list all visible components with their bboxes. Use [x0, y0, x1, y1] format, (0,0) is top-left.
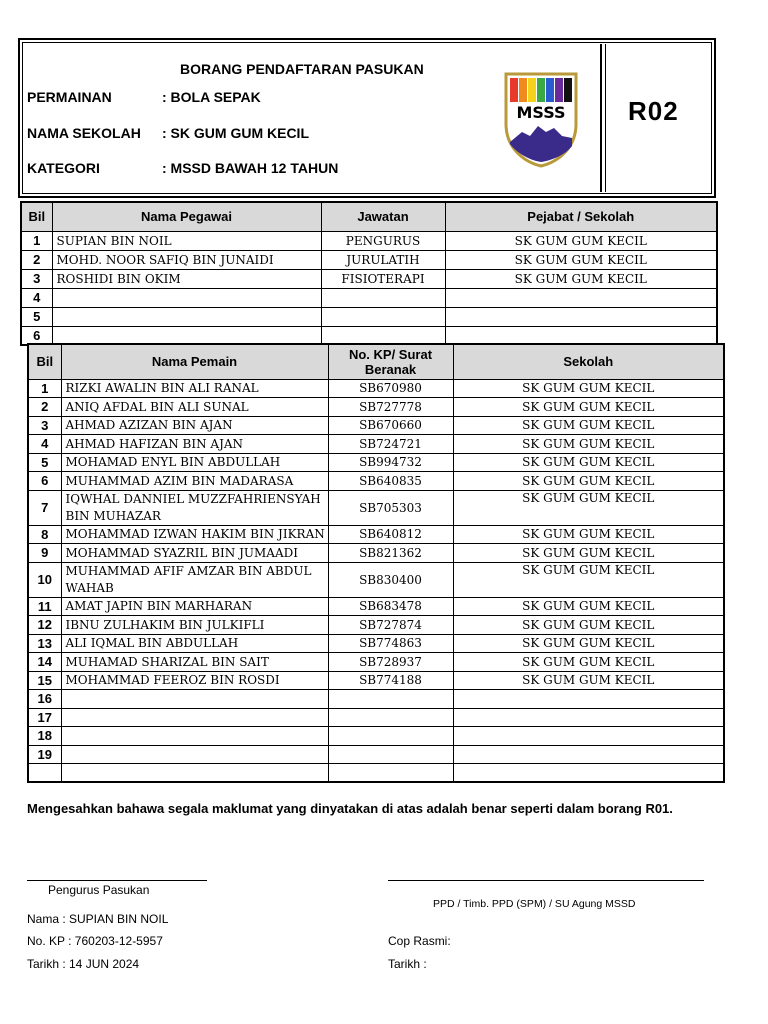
table-row — [28, 453, 724, 472]
cell-pejabat-sekolah — [445, 307, 717, 326]
table-row — [28, 398, 724, 417]
table-row — [28, 727, 724, 746]
cell-sekolah — [453, 764, 724, 783]
signature-role-right: PPD / Timb. PPD (SPM) / SU Agung MSSD — [433, 898, 636, 910]
cell-bil: 6 — [21, 326, 52, 345]
col-jawatan: Jawatan — [321, 202, 445, 231]
cell-bil: 9 — [28, 544, 61, 563]
logo-text: MSSS — [516, 103, 566, 122]
table-row — [28, 616, 724, 635]
msss-logo-icon — [502, 72, 580, 168]
cell-no-kp: SB670980 — [328, 379, 453, 398]
cell-nama-pegawai: ROSHIDI BIN OKIM — [52, 269, 321, 288]
cell-bil: 19 — [28, 745, 61, 764]
cell-sekolah — [453, 745, 724, 764]
cell-nama-pemain: ALI IQMAL BIN ABDULLAH — [61, 634, 328, 653]
cell-no-kp — [328, 690, 453, 709]
cell-jawatan — [321, 288, 445, 307]
cell-no-kp: SB670660 — [328, 416, 453, 435]
col-no-kp: No. KP/ Surat Beranak — [328, 344, 453, 379]
cell-bil: 16 — [28, 690, 61, 709]
table-row — [28, 764, 724, 783]
label-kategori: KATEGORI — [27, 160, 100, 176]
cell-jawatan: FISIOTERAPI — [321, 269, 445, 288]
table-row — [28, 562, 724, 597]
cell-sekolah: SK GUM GUM KECIL — [453, 562, 724, 597]
label-permainan: PERMAINAN — [27, 89, 112, 105]
signature-tarikh-left: Tarikh : 14 JUN 2024 — [27, 957, 140, 971]
cell-sekolah — [453, 727, 724, 746]
cell-sekolah: SK GUM GUM KECIL — [453, 525, 724, 544]
cell-bil: 2 — [28, 398, 61, 417]
cell-nama-pemain: AMAT JAPIN BIN MARHARAN — [61, 597, 328, 616]
col-sekolah: Sekolah — [453, 344, 724, 379]
cell-bil: 3 — [21, 269, 52, 288]
cell-sekolah: SK GUM GUM KECIL — [453, 435, 724, 454]
cell-jawatan — [321, 307, 445, 326]
cell-no-kp: SB994732 — [328, 453, 453, 472]
cell-no-kp: SB705303 — [328, 490, 453, 525]
value-permainan: : BOLA SEPAK — [162, 89, 261, 105]
cell-bil: 7 — [28, 490, 61, 525]
cell-sekolah: SK GUM GUM KECIL — [453, 472, 724, 491]
form-code: R02 — [628, 96, 679, 126]
signature-role-left: Pengurus Pasukan — [48, 883, 150, 897]
cell-bil: 17 — [28, 708, 61, 727]
cell-sekolah: SK GUM GUM KECIL — [453, 379, 724, 398]
cell-jawatan: JURULATIH — [321, 250, 445, 269]
cell-pejabat-sekolah: SK GUM GUM KECIL — [445, 231, 717, 250]
cell-bil: 4 — [28, 435, 61, 454]
cell-nama-pegawai: MOHD. NOOR SAFIQ BIN JUNAIDI — [52, 250, 321, 269]
cell-sekolah: SK GUM GUM KECIL — [453, 634, 724, 653]
cell-pejabat-sekolah: SK GUM GUM KECIL — [445, 250, 717, 269]
cell-bil: 8 — [28, 525, 61, 544]
table-row — [28, 745, 724, 764]
header-divider-thin — [605, 44, 606, 192]
header-divider — [600, 44, 602, 192]
cell-bil: 5 — [28, 453, 61, 472]
cell-nama-pegawai: SUPIAN BIN NOIL — [52, 231, 321, 250]
cell-nama-pemain — [61, 690, 328, 709]
cell-bil: 13 — [28, 634, 61, 653]
cell-nama-pemain: MOHAMMAD IZWAN HAKIM BIN JIKRAN — [61, 525, 328, 544]
cell-bil: 6 — [28, 472, 61, 491]
col-bil: Bil — [21, 202, 52, 231]
signature-no-kp: No. KP : 760203-12-5957 — [27, 934, 163, 948]
table-row — [28, 472, 724, 491]
cell-no-kp — [328, 764, 453, 783]
cell-no-kp: SB830400 — [328, 562, 453, 597]
cell-no-kp: SB640835 — [328, 472, 453, 491]
signature-line-left — [27, 880, 207, 881]
col-nama-pegawai: Nama Pegawai — [52, 202, 321, 231]
cell-bil: 18 — [28, 727, 61, 746]
cell-nama-pemain: AHMAD AZIZAN BIN AJAN — [61, 416, 328, 435]
cell-bil: 15 — [28, 671, 61, 690]
col-bil: Bil — [28, 344, 61, 379]
cell-no-kp: SB727874 — [328, 616, 453, 635]
player-table-body — [28, 379, 724, 782]
player-table — [27, 343, 725, 783]
staff-header-row — [21, 202, 717, 231]
table-row — [28, 597, 724, 616]
table-row — [28, 525, 724, 544]
cell-no-kp — [328, 708, 453, 727]
cell-sekolah: SK GUM GUM KECIL — [453, 597, 724, 616]
cell-nama-pemain: IBNU ZULHAKIM BIN JULKIFLI — [61, 616, 328, 635]
cell-no-kp: SB727778 — [328, 398, 453, 417]
cell-bil: 12 — [28, 616, 61, 635]
cell-bil: 5 — [21, 307, 52, 326]
table-row — [28, 416, 724, 435]
table-row — [28, 435, 724, 454]
table-row — [21, 269, 717, 288]
cell-bil: 3 — [28, 416, 61, 435]
cell-no-kp — [328, 745, 453, 764]
cell-nama-pemain: MOHAMAD ENYL BIN ABDULLAH — [61, 453, 328, 472]
cell-sekolah: SK GUM GUM KECIL — [453, 544, 724, 563]
cell-no-kp: SB774188 — [328, 671, 453, 690]
cell-no-kp: SB724721 — [328, 435, 453, 454]
label-nama-sekolah: NAMA SEKOLAH — [27, 125, 141, 141]
cell-sekolah: SK GUM GUM KECIL — [453, 453, 724, 472]
cell-nama-pemain — [61, 764, 328, 783]
cell-bil — [28, 764, 61, 783]
cell-nama-pemain: MUHAMMAD AZIM BIN MADARASA — [61, 472, 328, 491]
value-nama-sekolah: : SK GUM GUM KECIL — [162, 125, 309, 141]
value-kategori: : MSSD BAWAH 12 TAHUN — [162, 160, 339, 176]
cell-nama-pemain: ANIQ AFDAL BIN ALI SUNAL — [61, 398, 328, 417]
declaration-statement: Mengesahkan bahawa segala maklumat yang dinyatakan di atas adalah benar seperti dalam borang R01. — [27, 801, 673, 816]
cell-pejabat-sekolah — [445, 288, 717, 307]
table-row — [28, 634, 724, 653]
cell-sekolah: SK GUM GUM KECIL — [453, 490, 724, 525]
cell-nama-pemain: MUHAMMAD AFIF AMZAR BIN ABDUL WAHAB — [61, 562, 328, 597]
form-title: BORANG PENDAFTARAN PASUKAN — [180, 61, 424, 77]
player-header-row — [28, 344, 724, 379]
cell-bil: 2 — [21, 250, 52, 269]
table-row — [28, 379, 724, 398]
table-row — [28, 690, 724, 709]
cell-nama-pegawai — [52, 288, 321, 307]
cell-bil: 1 — [21, 231, 52, 250]
staff-table — [20, 201, 718, 346]
staff-table-body — [21, 231, 717, 345]
cell-nama-pemain: MUHAMAD SHARIZAL BIN SAIT — [61, 653, 328, 672]
table-row — [28, 544, 724, 563]
cell-sekolah — [453, 708, 724, 727]
cell-sekolah: SK GUM GUM KECIL — [453, 671, 724, 690]
cell-no-kp: SB640812 — [328, 525, 453, 544]
signature-cop-rasmi: Cop Rasmi: — [388, 934, 451, 948]
cell-no-kp: SB774863 — [328, 634, 453, 653]
cell-bil: 10 — [28, 562, 61, 597]
cell-nama-pemain: IQWHAL DANNIEL MUZZFAHRIENSYAH BIN MUHAZAR — [61, 490, 328, 525]
table-row — [28, 490, 724, 525]
cell-pejabat-sekolah: SK GUM GUM KECIL — [445, 269, 717, 288]
cell-nama-pegawai — [52, 307, 321, 326]
signature-tarikh-right: Tarikh : — [388, 957, 427, 971]
table-row — [21, 288, 717, 307]
cell-no-kp: SB821362 — [328, 544, 453, 563]
cell-sekolah: SK GUM GUM KECIL — [453, 653, 724, 672]
cell-no-kp — [328, 727, 453, 746]
cell-nama-pemain: MOHAMMAD SYAZRIL BIN JUMAADI — [61, 544, 328, 563]
cell-nama-pemain — [61, 745, 328, 764]
cell-sekolah — [453, 690, 724, 709]
cell-bil: 1 — [28, 379, 61, 398]
cell-nama-pemain: RIZKI AWALIN BIN ALI RANAL — [61, 379, 328, 398]
signature-nama: Nama : SUPIAN BIN NOIL — [27, 912, 169, 926]
cell-nama-pemain — [61, 708, 328, 727]
col-nama-pemain: Nama Pemain — [61, 344, 328, 379]
col-pejabat-sekolah: Pejabat / Sekolah — [445, 202, 717, 231]
table-row — [21, 250, 717, 269]
cell-nama-pemain: MOHAMMAD FEEROZ BIN ROSDI — [61, 671, 328, 690]
table-row — [21, 231, 717, 250]
cell-sekolah: SK GUM GUM KECIL — [453, 398, 724, 417]
signature-line-right — [388, 880, 704, 881]
cell-bil: 14 — [28, 653, 61, 672]
cell-bil: 4 — [21, 288, 52, 307]
table-row — [21, 307, 717, 326]
cell-no-kp: SB728937 — [328, 653, 453, 672]
cell-sekolah: SK GUM GUM KECIL — [453, 416, 724, 435]
table-row — [28, 671, 724, 690]
cell-nama-pemain: AHMAD HAFIZAN BIN AJAN — [61, 435, 328, 454]
cell-sekolah: SK GUM GUM KECIL — [453, 616, 724, 635]
cell-jawatan: PENGURUS — [321, 231, 445, 250]
table-row — [28, 708, 724, 727]
table-row — [28, 653, 724, 672]
cell-no-kp: SB683478 — [328, 597, 453, 616]
cell-nama-pemain — [61, 727, 328, 746]
cell-bil: 11 — [28, 597, 61, 616]
